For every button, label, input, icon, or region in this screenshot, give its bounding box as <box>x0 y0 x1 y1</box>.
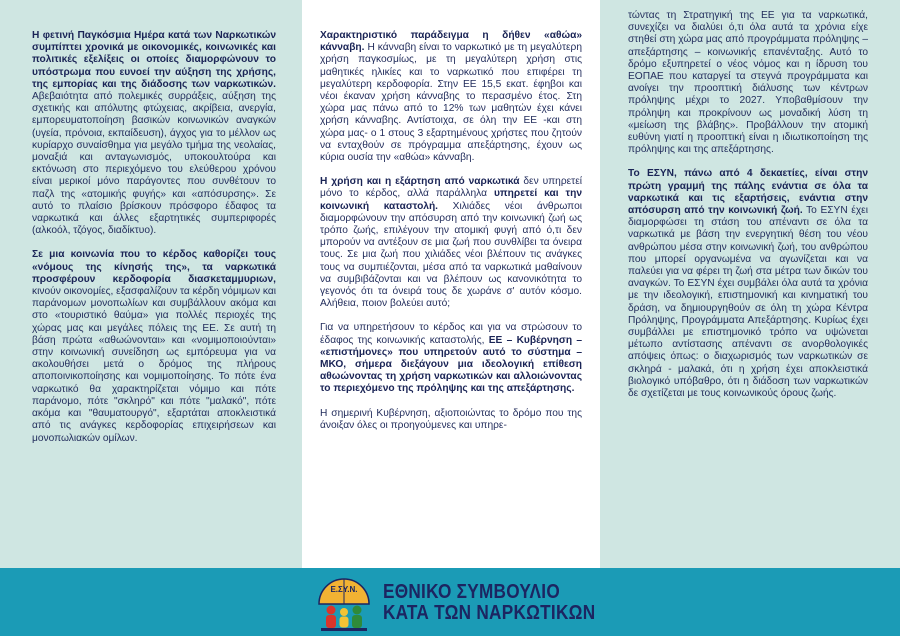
esyn-logo-icon <box>313 574 375 634</box>
paragraph: Η χρήση και η εξάρτηση από ναρκωτικά δεν υπηρετεί μόνο το κέρδος, αλλά παράλληλα υπηρετεί και την κοινωνική καταστολή. Χιλιάδες νέοι άνθρωποι διαμορφώνουν την απόσυρση από την κοινωνική ζωή ως τρόπο ζωής, επιλέγουν την ατομική φυγή από ό,τι δεν μπορούν να αντέξουν σε μια ζωή που συνθλίβει τα όνειρα τους. Σε μια ζωή που χιλιάδες νέοι βλέπουν τις ανάγκες τους να συμπιέζονται, μέσα από τα ναρκωτικά μαθαίνουν να συμβιβάζονται και να βλέπουν ως κανονικότητα το γεγονός ότι τα όνειρά τους δε χωράνε σ' αυτόν κόσμο. Αλήθεια, ποιον βολεύει αυτό; <box>320 176 583 310</box>
paragraph: Η φετινή Παγκόσμια Ημέρα κατά των Ναρκωτικών συμπίπτει χρονικά με οικονομικές, κοινωνικές και πολιτικές εξελίξεις οι οποίες διαμορφώνουν το υπόστρωμα που ευνοεί την αύξηση της χρήσης, της εμπορίας και της διάδοσης των ναρκωτικών. Αβεβαιότητα από πολεμικές συρράξεις, αύξηση της σχετικής και απόλυτης φτώχειας, ακρίβεια, ανεργία, εμπορευματοποίηση βασικών κοινωνικών αναγκών (υγεία, πρόνοια, εκπαίδευση), άγχος για το μέλλον ως κυρίαρχο συναίσθημα για μεγάλο τμήμα της νεολαίας, μοναξιά και ανταγωνισμός, υποκουλτούρα και εκτόνωση στο περιεχόμενο του ελεύθερου χρόνου είναι μερικοί μόνο παράγοντες που συνθέτουν το παζλ της «ατομικής φυγής» και «απόσυρσης». Σε αυτό το πλαίσιο βρίσκουν πρόσφορο έδαφος τα ναρκωτικά και άλλες εξαρτητικές συμπεριφορές (αλκοόλ, τζόγος, διαδίκτυο). <box>32 30 276 237</box>
text-column-3 <box>628 0 868 568</box>
footer-banner <box>0 568 900 636</box>
paragraph: Για να υπηρετήσουν το κέρδος και για να στρώσουν το έδαφος της κοινωνικής καταστολής, ΕΕ – Κυβέρνηση – «επιστήμονες» που υπηρετούν αυτό το σύστημα – ΜΚΟ, σήμερα διεξάγουν μια ιδεολογική επίθεση αθωώνοντας τη χρήση ναρκωτικών και αλλοιώνοντας το περιεχόμενο της πρόληψης και της απεξάρτησης. <box>320 322 582 395</box>
text-column-2 <box>302 0 600 568</box>
paragraph: Χαρακτηριστικό παράδειγμα η δήθεν «αθώα» κάνναβη. Η κάνναβη είναι το ναρκωτικό με τη μεγαλύτερη χρήση παγκοσμίως, με τη μεγαλύτερη χρήση στις μαθητικές ηλικίες και το ναρκωτικό που επιφέρει τη μεγαλύτερη κερδοφορία. Στην ΕΕ 15,5 εκατ. έφηβοι και νέοι έκαναν χρήση κάνναβης το περασμένο έτος. Στη χώρα μας πάνω από το 12% των μαθητών έχει κάνει χρήση κάνναβης. Αντίστοιχα, σε όλη την ΕΕ -και στη χώρα μας- ο 1 στους 3 εξαρτημένους χρήστες που ζητούν να ενταχθούν σε πρόγραμμα απεξάρτησης, έχουν ως κύρια ουσία την «αθώα» κάνναβη. <box>320 30 582 164</box>
paragraph: τώντας τη Στρατηγική της ΕΕ για τα ναρκωτικά, συνεχίζει να διαλύει ό,τι όλα αυτά τα χρόνια είχε στηθεί στη χώρα μας από προγράμματα πρόληψης – απεξάρτησης – κοινωνικής επανένταξης. Αυτό το δρόμο εξυπηρετεί ο νέος νόμος και η ίδρυση του ΕΟΠΑΕ που καταργεί τα στεγνά προγράμματα και ανοίγει την προοπτική διάλυσης των κέντρων πρόληψης μέχρι το 2027. Υποβαθμίσουν την πρόληψη και προκρίνουν ως μοναδική λύση τη «μείωση της βλάβης». Προβάλλουν την ατομική ευθύνη γιατί η προοπτική είναι η ιδιωτικοποίηση της πρόληψης και της απεξάρτησης. <box>628 10 868 156</box>
paragraph: Η σημερινή Κυβέρνηση, αξιοποιώντας το δρόμο που της άνοιξαν όλες οι προηγούμενες και υπηρε- <box>320 407 582 431</box>
org-name-line-1: ΕΘΝΙΚΟ ΣΥΜΒΟΥΛΙΟ <box>383 581 560 603</box>
org-name-line-2: ΚΑΤΑ ΤΩΝ ΝΑΡΚΩΤΙΚΩΝ <box>383 602 596 624</box>
paragraph: Το ΕΣΥΝ, πάνω από 4 δεκαετίες, είναι στην πρώτη γραμμή της πάλης ενάντια σε όλα τα ναρκωτικά και τις εξαρτήσεις, ενάντια στην απόσυρση από την κοινωνική ζωή. Το ΕΣΥΝ έχει διαμορφώσει τη στάση του απέναντι σε όλα τα ναρκωτικά με βάση την ενεργητική θέση του νέου ανθρώπου μέσα στην κοινωνική ζωή, του ανθρώπου που μπορεί οργανωμένα να αγωνίζεται και να παλεύει για να φέρει τη ζωή στα μέτρα των δικών του αναγκών. Το ΕΣΥΝ έχει συμβάλει όλα αυτά τα χρόνια με την ιδεολογική, επιστημονική και κινηματική του δράση, να δημιουργηθούν σε όλη τη χώρα Κέντρα Πρόληψης, Προγράμματα Απεξάρτησης. Κυρίως έχει συμβάλλει με επιστημονικό τρόπο να υψώνεται μέτωπο αντίστασης απέναντι σε ανορθολογικές απόψεις όπως: ο διαχωρισμός των ναρκωτικών σε σκληρά - μαλακά, ότι η χρήση έχει αποκλειστικά βιολογικό υπόβαθρο, ότι η διάδοση των ναρκωτικών δε σχετίζεται με τους κοινωνικούς όρους ζωής. <box>628 168 868 400</box>
logo-text: Ε.ΣΥ.Ν. <box>330 585 358 594</box>
organization-name <box>383 582 595 624</box>
paragraph: Σε μια κοινωνία που το κέρδος καθορίζει τους «νόμους της κίνησής της», τα ναρκωτικά προσφέρουν κερδοφορία διασκεταμμυριων, κινούν οικονομίες, εξασφαλίζουν τα κέρδη νόμιμων και παράνομων μονοπωλίων και συμβάλλουν ακόμα και στο «τουριστικό θαύμα» για πολλές περιοχές της χώρας μας και μεγάλες πόλεις της ΕΕ. Σε αυτή τη βάση πρώτα «αθωώνονται» και «νομιμοποιούνται» στην κοινωνική συνείδηση ως εμπόρευμα για να ακολουθήσει μετά ο δρόμος της πλήρους αποποινικοποίησης και νομιμοποίησης. Το πότε ένα ναρκωτικό θα χαρακτηρίζεται νόμιμο και πότε παράνομο, πότε "σκληρό" και πότε "μαλακό", πότε ακόμα και "θαυματουργό", εξαρτάται αποκλειστικά από τις ανάγκες κερδοφορίας επιχειρήσεων και μονοπωλιακών ομίλων. <box>32 249 276 444</box>
text-column-1 <box>32 0 276 568</box>
